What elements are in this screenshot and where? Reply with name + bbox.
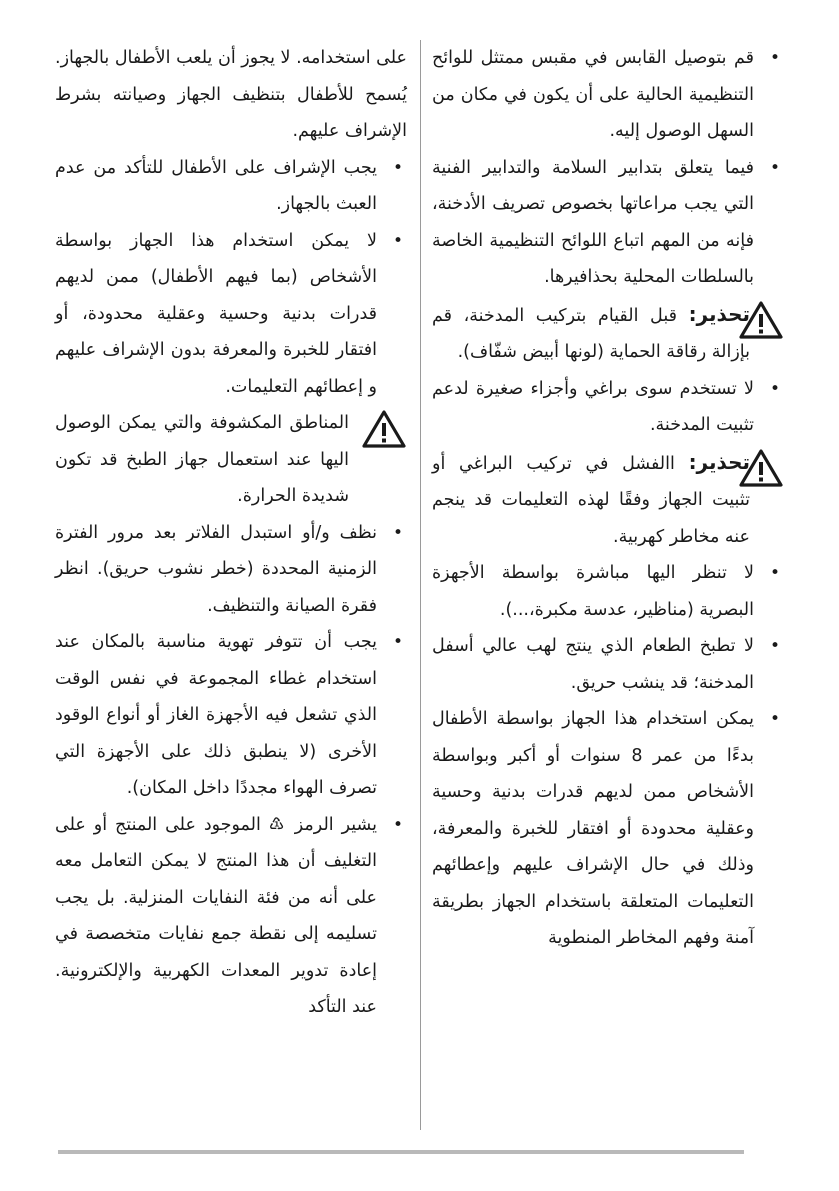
list-item: • يجب الإشراف على الأطفال للتأكد من عدم العبث بالجهاز. bbox=[55, 150, 407, 223]
warning-item bbox=[55, 405, 407, 515]
list-item: • يمكن استخدام هذا الجهاز بواسطة الأطفال بدءًا من عمر 8 سنوات أو أكبر وبواسطة الأشخاص ممن لديهم قدرات بدنية وحسية وعقلية محدودة أو افتقار للخبرة والمعرفة، وذلك في حال الإشراف عليهم وإعطائهم التعليمات المتعلقة باستخدام الجهاز بطريقة آمنة وفهم المخاطر المنطوية bbox=[432, 701, 784, 957]
list-item: • قم بتوصيل القابس في مقبس ممتثل للوائح التنظيمية الحالية على أن يكون في مكان من السهل الوصول إليه. bbox=[432, 40, 784, 150]
continuation-paragraph: على استخدامه. لا يجوز أن يلعب الأطفال بالجهاز. يُسمح للأطفال بتنظيف الجهاز وصيانته بشرط الإشراف عليهم. bbox=[55, 48, 407, 141]
warning-triangle-icon bbox=[738, 300, 784, 340]
right-column bbox=[432, 40, 784, 957]
list-item: • يشير الرمز ♳ الموجود على المنتج أو على التغليف أن هذا المنتج لا يمكن التعامل معه على أنه من فئة النفايات المنزلية. بل يجب تسليمه إلى نقطة جمع نفايات متخصصة في إعادة تدوير المعدات الكهربية والإلكترونية. عند التأكد bbox=[55, 807, 407, 1026]
warning-item bbox=[432, 296, 784, 371]
list-item: • لا تنظر اليها مباشرة بواسطة الأجهزة البصرية (مناظير، عدسة مكبرة،...). bbox=[432, 555, 784, 628]
warning-label: تحذير: bbox=[688, 449, 750, 474]
list-item: • لا تستخدم سوى براغي وأجزاء صغيرة لدعم تثبيت المدخنة. bbox=[432, 371, 784, 444]
warning-triangle-icon bbox=[738, 448, 784, 488]
list-item: • لا يمكن استخدام هذا الجهاز بواسطة الأشخاص (بما فيهم الأطفال) ممن لديهم قدرات بدنية وحسية وعقلية محدودة، أو افتقار للخبرة والمعرفة بدون الإشراف عليهم و إعطائهم التعليمات. bbox=[55, 223, 407, 406]
warning-text: المناطق المكشوفة والتي يمكن الوصول اليها عند استعمال جهاز الطبخ قد تكون شديدة الحرارة. bbox=[55, 413, 349, 506]
footer-rule bbox=[58, 1150, 744, 1154]
list-item: • نظف و/أو استبدل الفلاتر بعد مرور الفترة الزمنية المحددة (خطر نشوب حريق). انظر فقرة الصيانة والتنظيف. bbox=[55, 515, 407, 625]
warning-text: قبل القيام بتركيب المدخنة، قم بإزالة رقاقة الحماية (لونها أبيض شفّاف). bbox=[432, 305, 750, 362]
warning-item bbox=[432, 444, 784, 556]
list-item: • فيما يتعلق بتدابير السلامة والتدابير الفنية التي يجب مراعاتها بخصوص تصريف الأدخنة، فإنه من المهم اتباع اللوائح التنظيمية الخاصة بالسلطات المحلية بحذافيرها. bbox=[432, 150, 784, 296]
warning-text: االفشل في تركيب البراغي أو تثبيت الجهاز وفقًا لهذه التعليمات قد ينجم عنه مخاطر كهربية. bbox=[432, 453, 750, 547]
left-column bbox=[55, 40, 407, 1026]
column-divider bbox=[420, 40, 421, 1130]
warning-label: تحذير: bbox=[688, 301, 750, 326]
warning-triangle-icon bbox=[361, 409, 407, 449]
list-item: • لا تطبخ الطعام الذي ينتج لهب عالي أسفل المدخنة؛ قد ينشب حريق. bbox=[432, 628, 784, 701]
list-item: • يجب أن تتوفر تهوية مناسبة بالمكان عند استخدام غطاء المجموعة في نفس الوقت الذي تشعل فيه الأجهزة الغاز أو أنواع الوقود الأخرى (لا ينطبق ذلك على الأجهزة التي تصرف الهواء مجددًا داخل المكان). bbox=[55, 624, 407, 807]
